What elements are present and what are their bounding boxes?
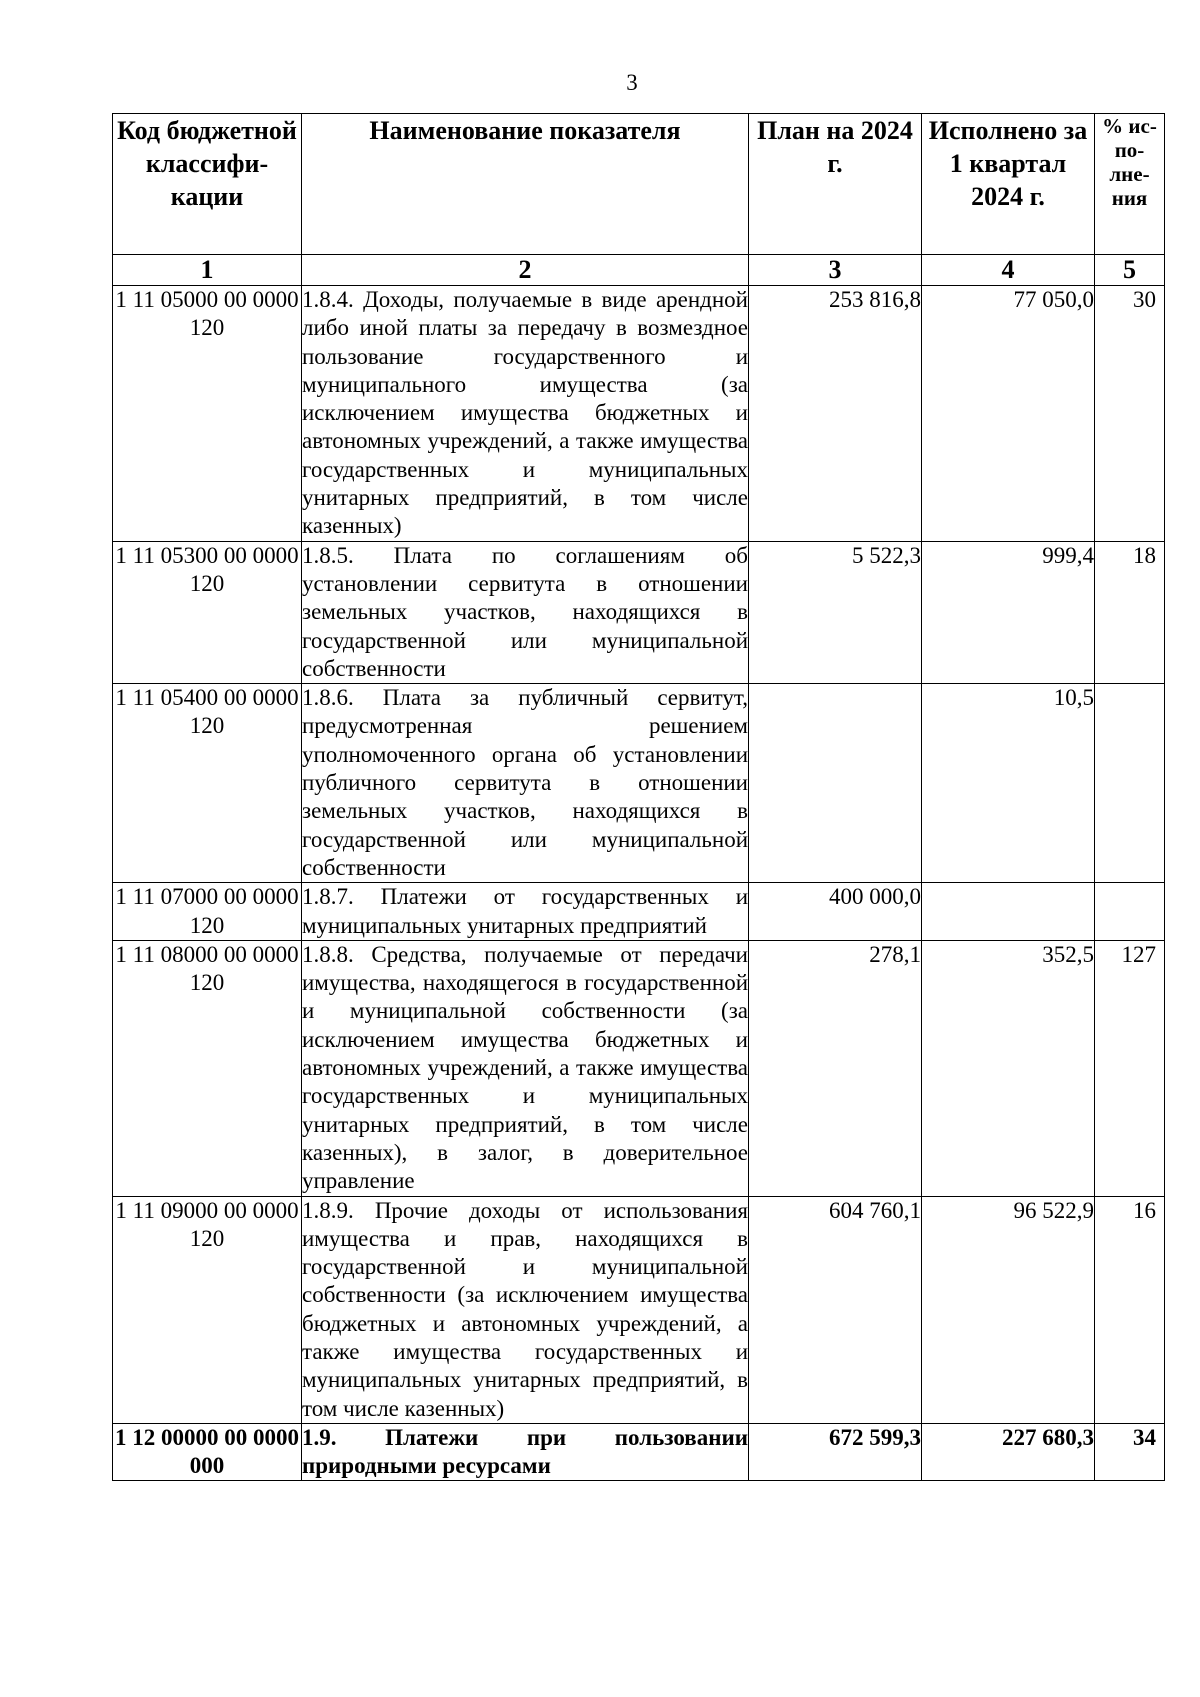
row-name: 1.8.4. Доходы, получаемые в виде арендной либо иной платы за передачу в возмездное пользование государственного и муниципального имущества (за исключением имущества бюджетных и автономных учреждений, а также имущества государственных и муниципальных унитарных предприятий, в том числе казенных) — [302, 286, 749, 542]
row-name: 1.8.5. Плата по соглашениям об установлении сервитута в отношении земельных участков, находящихся в государственной или муниципальной собственности — [302, 541, 749, 683]
row-name: 1.8.8. Средства, получаемые от передачи имущества, находящегося в государственной и муниципальной собственности (за исключением имущества бюджетных и автономных учреждений, а также имущества государственных и муниципальных унитарных предприятий, в том числе казенных), в залог, в доверительное управление — [302, 940, 749, 1196]
row-plan — [749, 684, 922, 883]
header-percent: % ис-по-лне-ния — [1095, 114, 1165, 255]
row-done: 10,5 — [922, 684, 1095, 883]
row-percent: 16 — [1095, 1196, 1165, 1423]
row-percent — [1095, 684, 1165, 883]
row-code: 1 11 07000 00 0000 120 — [113, 883, 302, 941]
row-plan: 604 760,1 — [749, 1196, 922, 1423]
header-done: Исполнено за 1 квартал 2024 г. — [922, 114, 1095, 255]
header-code: Код бюджетной классифи-кации — [113, 114, 302, 255]
row-done: 227 680,3 — [922, 1423, 1095, 1481]
row-plan: 278,1 — [749, 940, 922, 1196]
row-name: 1.9. Платежи при пользовании природными ресурсами — [302, 1423, 749, 1481]
header-row — [113, 114, 1165, 255]
row-name: 1.8.7. Платежи от государственных и муниципальных унитарных предприятий — [302, 883, 749, 941]
row-percent — [1095, 883, 1165, 941]
row-code: 1 11 08000 00 0000 120 — [113, 940, 302, 1196]
table-row-total — [113, 1423, 1165, 1481]
table-row — [113, 940, 1165, 1196]
column-number-row — [113, 255, 1165, 286]
row-code: 1 11 05000 00 0000 120 — [113, 286, 302, 542]
column-number: 3 — [749, 255, 922, 286]
row-code: 1 11 09000 00 0000 120 — [113, 1196, 302, 1423]
table-row — [113, 541, 1165, 683]
table-row — [113, 1196, 1165, 1423]
row-percent: 34 — [1095, 1423, 1165, 1481]
row-percent: 30 — [1095, 286, 1165, 542]
column-number: 5 — [1095, 255, 1165, 286]
row-plan: 253 816,8 — [749, 286, 922, 542]
row-done: 96 522,9 — [922, 1196, 1095, 1423]
row-plan: 400 000,0 — [749, 883, 922, 941]
row-name: 1.8.9. Прочие доходы от использования имущества и прав, находящихся в государственной и муниципальной собственности (за исключением имущества бюджетных и автономных учреждений, а также имущества государственных и муниципальных унитарных предприятий, в том числе казенных) — [302, 1196, 749, 1423]
table-row — [113, 883, 1165, 941]
table-body — [113, 286, 1165, 1481]
row-code: 1 12 00000 00 0000 000 — [113, 1423, 302, 1481]
row-plan: 672 599,3 — [749, 1423, 922, 1481]
row-code: 1 11 05300 00 0000 120 — [113, 541, 302, 683]
row-name: 1.8.6. Плата за публичный сервитут, предусмотренная решением уполномоченного органа об установлении публичного сервитута в отношении земельных участков, находящихся в государственной или муниципальной собственности — [302, 684, 749, 883]
budget-table — [112, 113, 1165, 1481]
row-code: 1 11 05400 00 0000 120 — [113, 684, 302, 883]
header-name: Наименование показателя — [302, 114, 749, 255]
row-percent: 127 — [1095, 940, 1165, 1196]
row-percent: 18 — [1095, 541, 1165, 683]
table-row — [113, 286, 1165, 542]
page-number: 3 — [626, 70, 638, 95]
row-done: 77 050,0 — [922, 286, 1095, 542]
table-row — [113, 684, 1165, 883]
row-plan: 5 522,3 — [749, 541, 922, 683]
column-number: 1 — [113, 255, 302, 286]
column-number: 2 — [302, 255, 749, 286]
column-number: 4 — [922, 255, 1095, 286]
header-plan: План на 2024 г. — [749, 114, 922, 255]
row-done — [922, 883, 1095, 941]
row-done: 352,5 — [922, 940, 1095, 1196]
row-done: 999,4 — [922, 541, 1095, 683]
